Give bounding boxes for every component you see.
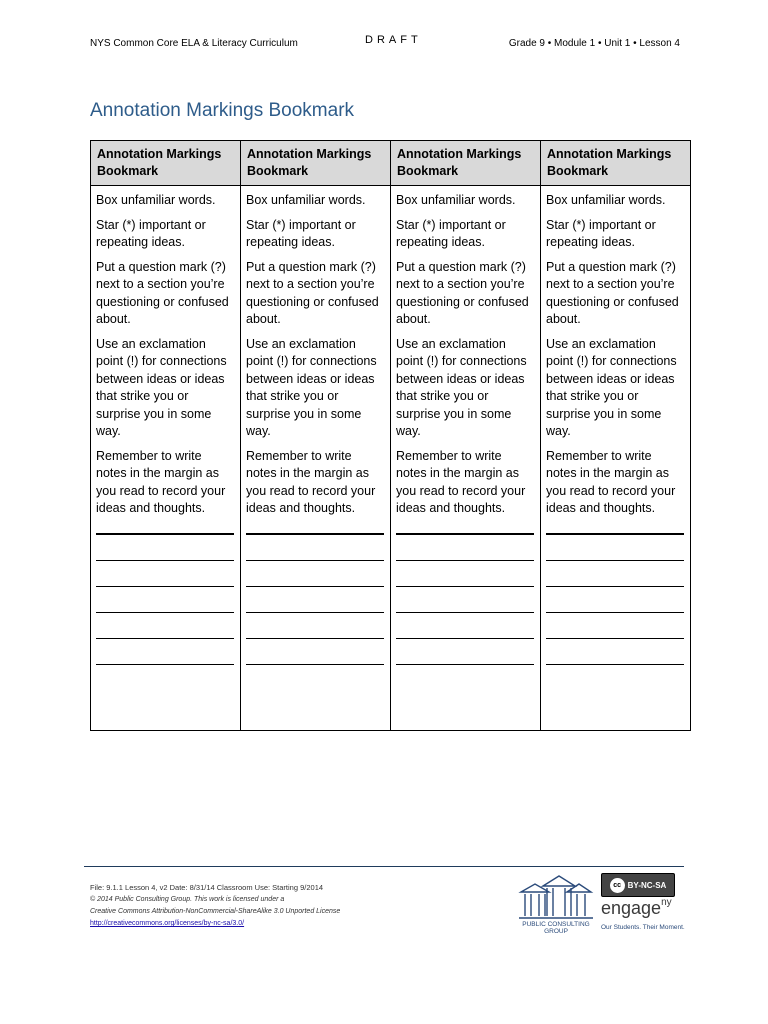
instruction-item: Remember to write notes in the margin as you read to record your ideas and thoughts. xyxy=(396,448,526,515)
instruction-item: Star (*) important or repeating ideas. xyxy=(246,217,356,249)
license-link[interactable]: http://creativecommons.org/licenses/by-nc-sa/3.0/ xyxy=(90,920,245,927)
instruction-item: Use an exclamation point (!) for connections between ideas or ideas that strike you or surprise you in some way. xyxy=(96,336,227,438)
writing-line[interactable] xyxy=(246,587,384,613)
writing-line[interactable] xyxy=(546,587,684,613)
writing-line[interactable] xyxy=(396,535,534,561)
writing-line[interactable] xyxy=(546,535,684,561)
copyright-text: © 2014 Public Consulting Group. This work is licensed under a xyxy=(90,896,285,903)
writing-line[interactable] xyxy=(246,535,384,561)
instruction-item: Use an exclamation point (!) for connections between ideas or ideas that strike you or surprise you in some way. xyxy=(546,336,677,438)
writing-line[interactable] xyxy=(246,525,384,535)
column-heading: Annotation Markings Bookmark xyxy=(391,141,541,186)
writing-line[interactable] xyxy=(96,639,234,665)
table-header-row xyxy=(91,141,691,186)
column-heading: Annotation Markings Bookmark xyxy=(241,141,391,186)
writing-line[interactable] xyxy=(96,613,234,639)
instruction-item: Box unfamiliar words. xyxy=(546,193,666,207)
instruction-item: Put a question mark (?) next to a section you’re questioning or confused about. xyxy=(96,259,229,326)
instruction-item: Box unfamiliar words. xyxy=(96,193,216,207)
writing-line[interactable] xyxy=(96,561,234,587)
bookmark-column xyxy=(391,186,541,731)
writing-lines xyxy=(546,525,684,665)
writing-line[interactable] xyxy=(96,525,234,535)
writing-lines xyxy=(246,525,384,665)
bookmark-column xyxy=(241,186,391,731)
writing-line[interactable] xyxy=(246,639,384,665)
writing-line[interactable] xyxy=(96,587,234,613)
instruction-item: Put a question mark (?) next to a section you’re questioning or confused about. xyxy=(396,259,529,326)
engageny-logo xyxy=(601,898,672,919)
writing-line[interactable] xyxy=(546,613,684,639)
instruction-item: Use an exclamation point (!) for connections between ideas or ideas that strike you or surprise you in some way. xyxy=(396,336,527,438)
draft-label: DRAFT xyxy=(365,34,422,46)
writing-line[interactable] xyxy=(96,535,234,561)
writing-line[interactable] xyxy=(546,525,684,535)
writing-lines xyxy=(96,525,234,665)
file-info: File: 9.1.1 Lesson 4, v2 Date: 8/31/14 Classroom Use: Starting 9/2014 xyxy=(90,883,324,892)
writing-line[interactable] xyxy=(396,639,534,665)
writing-lines xyxy=(396,525,534,665)
curriculum-label: NYS Common Core ELA & Literacy Curriculum xyxy=(90,38,298,49)
pcg-name: PUBLIC CONSULTING GROUP xyxy=(522,921,590,935)
column-heading: Annotation Markings Bookmark xyxy=(541,141,691,186)
bookmark-column xyxy=(91,186,241,731)
instruction-item: Star (*) important or repeating ideas. xyxy=(96,217,206,249)
bookmark-column xyxy=(541,186,691,731)
writing-line[interactable] xyxy=(546,639,684,665)
engageny-tagline: Our Students. Their Moment. xyxy=(601,924,685,931)
column-heading: Annotation Markings Bookmark xyxy=(91,141,241,186)
instruction-item: Remember to write notes in the margin as you read to record your ideas and thoughts. xyxy=(246,448,376,515)
writing-line[interactable] xyxy=(546,561,684,587)
cc-icon: cc xyxy=(610,878,625,893)
cc-license-badge xyxy=(601,873,675,897)
page-header xyxy=(90,34,680,52)
page-title: Annotation Markings Bookmark xyxy=(90,100,355,121)
writing-line[interactable] xyxy=(396,613,534,639)
footer-divider xyxy=(84,866,684,867)
instruction-item: Box unfamiliar words. xyxy=(246,193,366,207)
instruction-item: Put a question mark (?) next to a section you’re questioning or confused about. xyxy=(246,259,379,326)
writing-line[interactable] xyxy=(396,561,534,587)
instruction-item: Star (*) important or repeating ideas. xyxy=(396,217,506,249)
footer xyxy=(90,882,340,930)
writing-line[interactable] xyxy=(396,587,534,613)
engage-sup: ny xyxy=(661,897,672,908)
table-body-row xyxy=(91,186,691,731)
instruction-item: Use an exclamation point (!) for connections between ideas or ideas that strike you or surprise you in some way. xyxy=(246,336,377,438)
lesson-label: Grade 9 • Module 1 • Unit 1 • Lesson 4 xyxy=(508,38,680,49)
cc-badge-text: BY-NC-SA xyxy=(627,880,667,890)
instruction-item: Remember to write notes in the margin as you read to record your ideas and thoughts. xyxy=(546,448,676,515)
instruction-item: Box unfamiliar words. xyxy=(396,193,516,207)
instruction-item: Remember to write notes in the margin as you read to record your ideas and thoughts. xyxy=(96,448,226,515)
writing-line[interactable] xyxy=(246,613,384,639)
bookmark-table xyxy=(90,140,691,731)
instruction-item: Star (*) important or repeating ideas. xyxy=(546,217,656,249)
writing-line[interactable] xyxy=(246,561,384,587)
engage-word: engage xyxy=(601,898,662,918)
license-text: Creative Commons Attribution-NonCommercial-ShareAlike 3.0 Unported License xyxy=(90,908,341,915)
instruction-item: Put a question mark (?) next to a section you’re questioning or confused about. xyxy=(546,259,679,326)
writing-line[interactable] xyxy=(396,525,534,535)
